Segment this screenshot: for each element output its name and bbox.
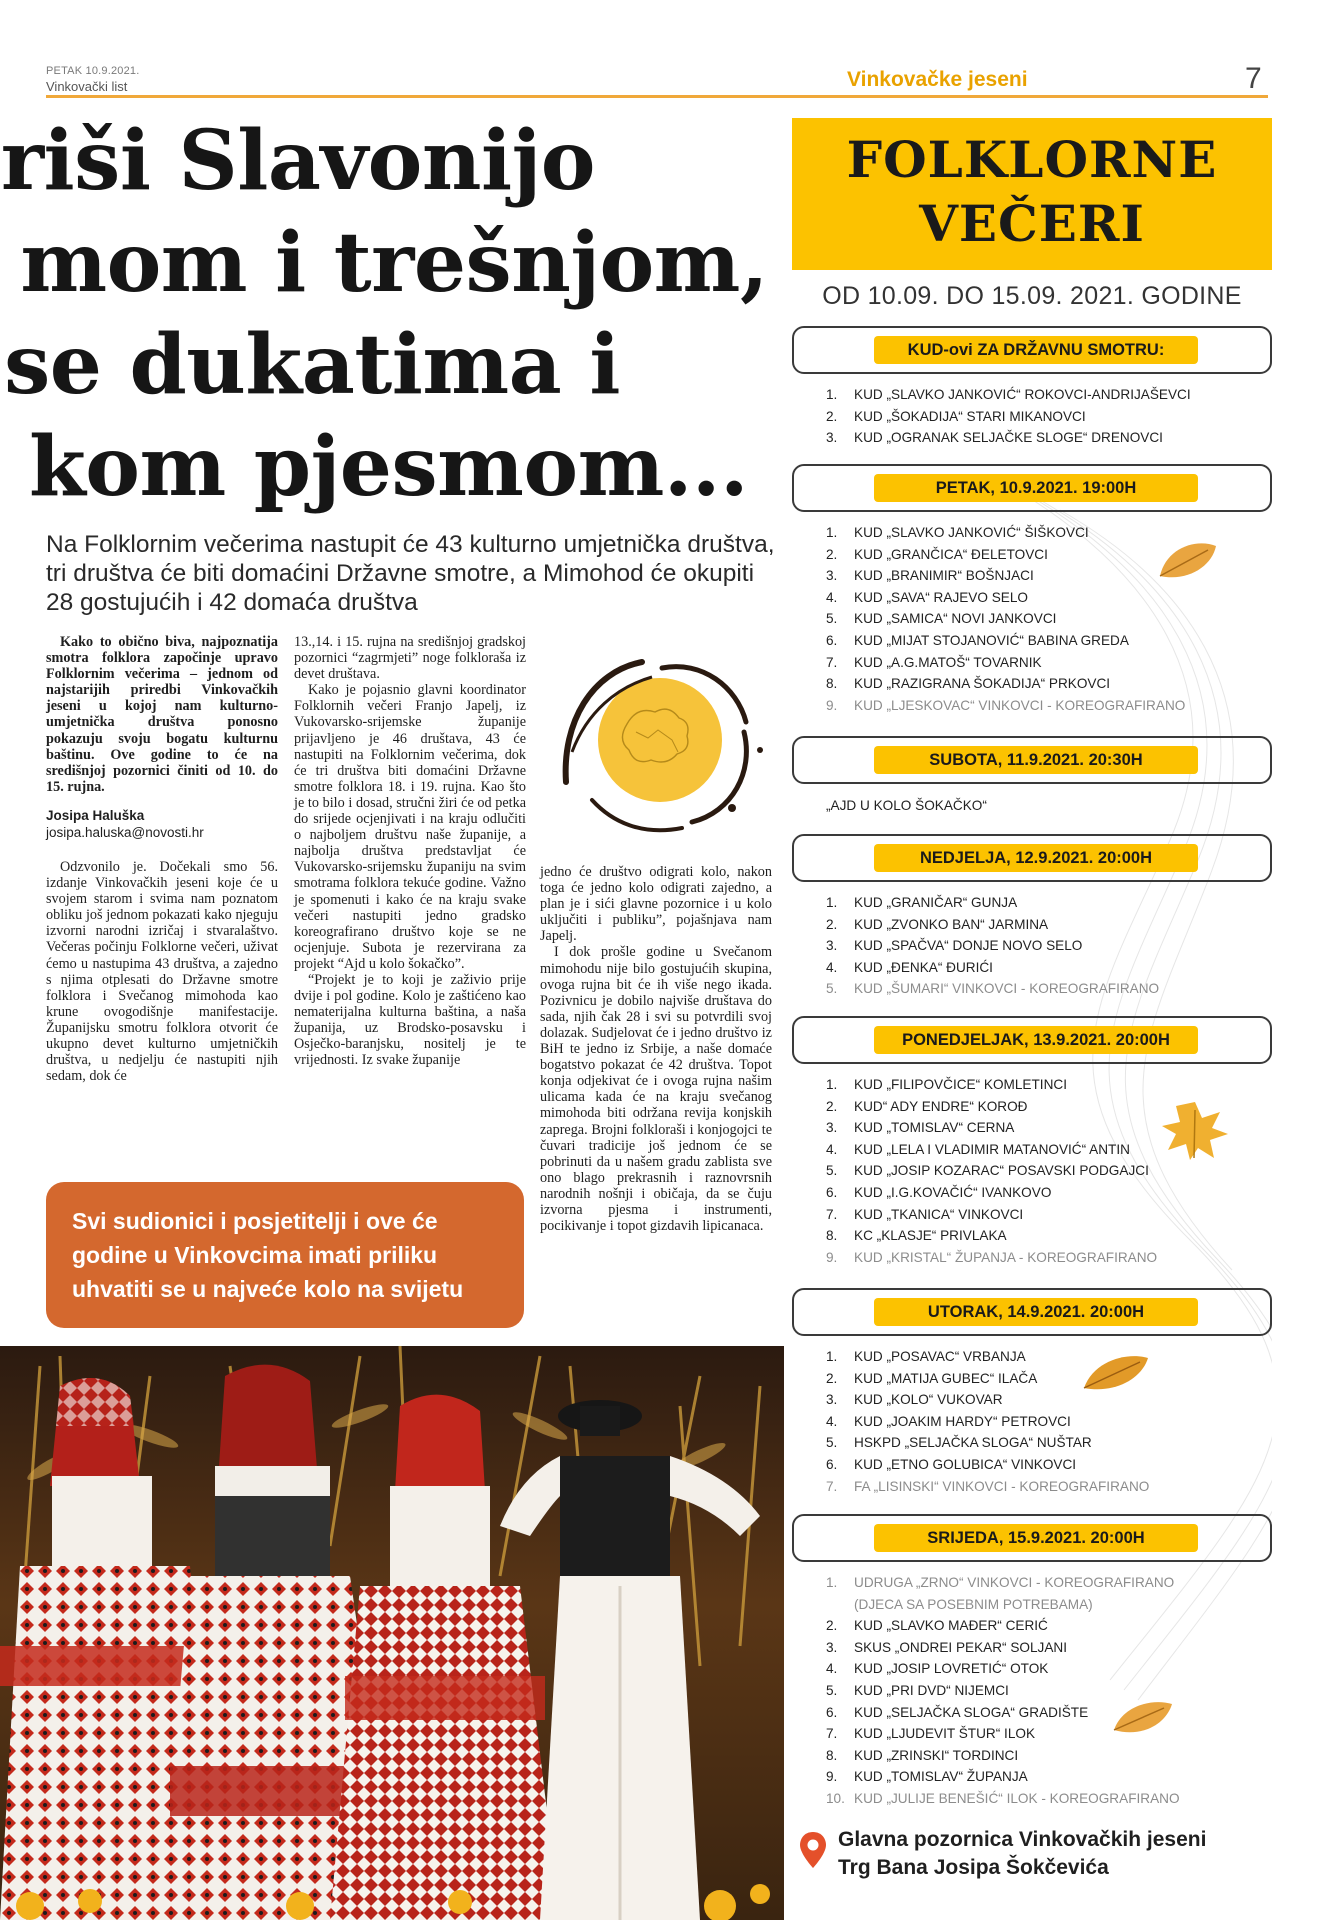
section-heading: PETAK, 10.9.2021. 19:00H: [874, 474, 1198, 502]
section-heading-frame: [792, 736, 1272, 784]
article-column-2: [294, 634, 526, 1069]
list-item: 9. KUD „LJESKOVAC“ VINKOVCI - KOREOGRAFIRANO: [826, 697, 1186, 713]
article-paragraph: “Projekt je to koji je zaživio prije dvije i pol godine. Kolo je zaštićeno kao nematerijalna kulturna baština, a naša županija, uz Brodsko-posavsku i Osječko-baranjsku, nositelj je te vrijednosti. Iz svake županije: [294, 971, 526, 1069]
list-item: 7. FA „LISINSKI“ VINKOVCI - KOREOGRAFIRANO: [826, 1478, 1150, 1494]
list-item: 8. KC „KLASJE“ PRIVLAKA: [826, 1228, 1007, 1244]
section-title: Vinkovačke jeseni: [847, 68, 1028, 91]
section-heading-frame: [792, 464, 1272, 512]
schedule-section: [792, 464, 1272, 716]
section-heading-frame: [792, 326, 1272, 374]
schedule-section: [792, 326, 1272, 449]
schedule-dates: OD 10.09. DO 15.09. 2021. GODINE: [822, 282, 1242, 310]
article-subhead: Na Folklornim večerima nastupit će 43 kulturno umjetnička društva, tri društva će biti domaćini Državne smotre, a Mimohod će okupiti 28 gostujućih i 42 domaća društva: [46, 531, 775, 616]
headline-line: mom i trešnjom,: [20, 215, 768, 311]
section-heading: PONEDJELJAK, 13.9.2021. 20:00H: [874, 1026, 1198, 1054]
list-item: 3. KUD „OGRANAK SELJAČKE SLOGE“ DRENOVCI: [826, 430, 1163, 446]
program-item: „AJD U KOLO ŠOKAČKO“: [826, 798, 987, 813]
pull-quote: Svi sudionici i posjetitelji i ove će godine u Vinkovcima imati priliku uhvatiti se u najveće kolo na svijetu: [46, 1182, 524, 1328]
issue-date: PETAK 10.9.2021.: [46, 65, 140, 77]
schedule-section: [792, 1514, 1272, 1810]
list-item: 6. KUD „SELJAČKA SLOGA“ GRADIŠTE: [826, 1704, 1089, 1720]
list-item: 9. KUD „KRISTAL“ ŽUPANJA - KOREOGRAFIRANO: [826, 1249, 1158, 1265]
schedule-title: FOLKLORNE: [846, 130, 1218, 189]
article-paragraph: 13.,14. i 15. rujna na središnjoj gradskoj pozornici “zagrmjeti” noge folkloraša iz devet društava.: [294, 634, 526, 683]
page-number: 7: [1245, 62, 1262, 95]
ensemble-list: [792, 892, 1272, 1000]
list-item: 3. SKUS „ONDREI PEKAR“ SOLJANI: [826, 1639, 1068, 1655]
list-item: 1. UDRUGA „ZRNO“ VINKOVCI - KOREOGRAFIRANO (DJECA SA POSEBNIM POTREBAMA): [826, 1575, 1175, 1612]
list-item: 6. KUD „ETNO GOLUBICA“ VINKOVCI: [826, 1456, 1077, 1472]
list-item: 9. KUD „TOMISLAV“ ŽUPANJA: [826, 1769, 1028, 1785]
article-column-1: [46, 634, 278, 1084]
section-heading-frame: [792, 1514, 1272, 1562]
schedule-section: [792, 1288, 1272, 1497]
list-item: 2. KUD „SLAVKO MAĐER“ CERIĆ: [826, 1618, 1048, 1634]
list-item: 8. KUD „RAZIGRANA ŠOKADIJA“ PRKOVCI: [826, 676, 1111, 692]
list-item: 5. KUD „PRI DVD“ NIJEMCI: [826, 1682, 1009, 1698]
schedule-section: [792, 736, 1272, 813]
ensemble-list: [792, 1346, 1272, 1497]
schedule-section: [792, 834, 1272, 1000]
vinkovacke-jeseni-logo: [532, 632, 782, 852]
list-item: 7. KUD „TKANICA“ VINKOVCI: [826, 1206, 1024, 1222]
headline-line: riši Slavonijo: [0, 113, 595, 209]
section-heading: KUD-ovi ZA DRŽAVNU SMOTRU:: [874, 336, 1198, 364]
location-pin-icon: [798, 1830, 828, 1870]
list-item: 6. KUD „MIJAT STOJANOVIĆ“ BABINA GREDA: [826, 632, 1129, 648]
section-heading-frame: [792, 1288, 1272, 1336]
venue-info: [792, 1826, 1272, 1886]
list-item: 3. KUD „KOLO“ VUKOVAR: [826, 1392, 1003, 1408]
list-item: 6. KUD „I.G.KOVAČIĆ“ IVANKOVO: [826, 1184, 1052, 1200]
autumn-leaf-icon: [1160, 1100, 1230, 1162]
article-paragraph: Kako je pojasnio glavni koordinator Folklornih večeri Franjo Japelj, iz Vukovarsko-srijemske županije prijavljeno je 46 društava, 43 će nastupiti na Folklornim večerima, dok će tri društva biti domaćini Državne smotre folklora 18. i 19. rujna. Kao što je to bilo i dosad, stručni žiri će od petka do srijede ocjenjivati i na kraju odlučiti o najboljem društvu naše županije, a najbolja društva predstavljat će Vukovarsko-srijemsku županiju na svim smotrama folklora tekuće godine. Važno je spomenuti i kako će na kraju svake večeri nastupiti jedno gradsko koreografirano društvo koje se ne ocjenjuje. Subota je rezervirana za projekt “Ajd u kolo šokačko”.: [294, 682, 526, 972]
header-rule: [46, 95, 1268, 98]
section-heading: NEDJELJA, 12.9.2021. 20:00H: [874, 844, 1198, 872]
folklore-dancers-photo: [0, 1346, 784, 1920]
issue-meta: [46, 64, 140, 94]
list-item: 4. KUD „SAVA“ RAJEVO SELO: [826, 589, 1028, 605]
ensemble-list: [792, 384, 1272, 449]
autumn-leaf-icon: [1080, 1352, 1152, 1394]
schedule-title-box: [792, 118, 1272, 270]
list-item: 4. KUD „LELA I VLADIMIR MATANOVIĆ“ ANTIN: [826, 1141, 1130, 1157]
article-paragraph: jedno će društvo odigrati kolo, nakon toga će jedno kolo odigrati zajedno, a plan je i sići glavne pozornice i u kolo uključiti i publiku”, pojašnjava nam Japelj.: [540, 864, 772, 945]
section-heading-frame: [792, 834, 1272, 882]
list-item: 2. KUD „MATIJA GUBEC“ ILAČA: [826, 1370, 1038, 1386]
list-item: 5. KUD „ŠUMARI“ VINKOVCI - KOREOGRAFIRANO: [826, 981, 1160, 997]
venue-address: Trg Bana Josipa Šokčevića: [838, 1856, 1109, 1879]
list-item: 10. KUD „JULIJE BENEŠIĆ“ ILOK - KOREOGRAFIRANO: [826, 1790, 1180, 1806]
list-item: 7. KUD „LJUDEVIT ŠTUR“ ILOK: [826, 1726, 1036, 1742]
article-paragraph: I dok prošle godine u Svečanom mimohodu nije bilo gostujućih skupina, ovoga rujna bit će ih više nego ikada. Pozivnicu je dobilo najviše društava do sada, njih čak 28 i svi su potvrdili svoj dolazak. Sudjelovat će i jedno društvo iz BiH te jedno iz Srbije, a naše domaće bogatstvo pokazat će 42 društva. Topot konja odjekivat će i ovoga rujna našim ulicama kada će na kraju svečanog mimohoda biti održana revija konjskih zaprega. Brojni folkloraši i konjogojci te čuvari tradicije još jednom će se pobrinuti da u našem gradu zablista sve ono blago prekrasnih i raznovrsnih narodnih nošnji i običaja, da se čuju izvorna pjesma i instrumenti, pocikivanje i topot gizdavih lipicanaca.: [540, 944, 772, 1235]
list-item: 2. KUD „ŠOKADIJA“ STARI MIKANOVCI: [826, 408, 1086, 424]
article-paragraph: Odzvonilo je. Dočekali smo 56. izdanje Vinkovačkih jeseni koje će u svojem starom i svima nam poznatom obliku još jednom pokazati kako njeguju izvorni narodni izričaj i stvaralaštvo. Večeras počinju Folklorne večeri, uživat ćemo u nastupima 43 društva, a zajedno s njima otplesati do Državne smotre folklora i Svečanog mimohoda kao krune ovogodišnje manifestacije. Županijsku smotru folklora otvorit će ukupno devet kulturno umjetničkih društva, u nedjelju će nastupiti njih sedam, dok će: [46, 858, 278, 1085]
headline-line: se dukatima i: [4, 317, 620, 413]
section-heading: SRIJEDA, 15.9.2021. 20:00H: [874, 1524, 1198, 1552]
headline-line: kom pjesmom...: [28, 419, 748, 515]
article-lead: Kako to obično biva, najpoznatija smotra folklora započinje upravo Folklornim večerima – jednom od najstarijih priredbi Vinkovačkih jeseni u kojoj nam kulturno-umjetnička društva ponosno pokazuju svoju bogatu kulturnu baštinu. Ove godine to će na središnjoj pozornici činiti od 10. do 15. rujna.: [46, 634, 278, 795]
list-item: 2. KUD“ ADY ENDRE“ KOROĐ: [826, 1098, 1028, 1114]
list-item: 5. KUD „SAMICA“ NOVI JANKOVCI: [826, 611, 1057, 627]
list-item: 8. KUD „ZRINSKI“ TORDINCI: [826, 1747, 1019, 1763]
list-item: 3. KUD „TOMISLAV“ CERNA: [826, 1120, 1015, 1136]
byline: [46, 807, 278, 841]
section-heading: UTORAK, 14.9.2021. 20:00H: [874, 1298, 1198, 1326]
list-item: 2. KUD „GRANČICA“ ĐELETOVCI: [826, 546, 1048, 562]
list-item: 5. HSKPD „SELJAČKA SLOGA“ NUŠTAR: [826, 1435, 1092, 1451]
section-heading-frame: [792, 1016, 1272, 1064]
list-item: 4. KUD „JOAKIM HARDY“ PETROVCI: [826, 1413, 1071, 1429]
list-item: 7. KUD „A.G.MATOŠ“ TOVARNIK: [826, 654, 1042, 670]
paper-name: Vinkovački list: [46, 79, 128, 94]
author-name: Josipa Haluška: [46, 807, 145, 823]
list-item: 5. KUD „JOSIP KOZARAC“ POSAVSKI PODGAJCI: [826, 1163, 1149, 1179]
schedule-title: VEČERI: [919, 194, 1145, 253]
list-item: 1. KUD „POSAVAC“ VRBANJA: [826, 1349, 1026, 1364]
list-item: 2. KUD „ZVONKO BAN“ JARMINA: [826, 916, 1049, 932]
autumn-leaf-icon: [1110, 1698, 1176, 1738]
article-column-3: [540, 864, 772, 1234]
ensemble-list: [792, 1572, 1272, 1810]
list-item: 3. KUD „BRANIMIR“ BOŠNJACI: [826, 568, 1034, 584]
venue-name: Glavna pozornica Vinkovačkih jeseni: [838, 1828, 1207, 1851]
list-item: 3. KUD „SPAČVA“ DONJE NOVO SELO: [826, 938, 1083, 954]
list-item: 1. KUD „FILIPOVČICE“ KOMLETINCI: [826, 1077, 1067, 1092]
list-item: 1. KUD „GRANIČAR“ GUNJA: [826, 895, 1018, 910]
article-headline: [0, 108, 790, 528]
section-heading: SUBOTA, 11.9.2021. 20:30H: [874, 746, 1198, 774]
list-item: 1. KUD „SLAVKO JANKOVIĆ“ ŠIŠKOVCI: [826, 525, 1089, 540]
list-item: 4. KUD „JOSIP LOVRETIĆ“ OTOK: [826, 1661, 1049, 1677]
list-item: 1. KUD „SLAVKO JANKOVIĆ“ ROKOVCI-ANDRIJAŠEVCI: [826, 387, 1191, 402]
author-email[interactable]: josipa.haluska@novosti.hr: [46, 824, 204, 840]
list-item: 4. KUD „ĐENKA“ ĐURIĆI: [826, 959, 993, 975]
autumn-leaf-icon: [1156, 536, 1220, 584]
